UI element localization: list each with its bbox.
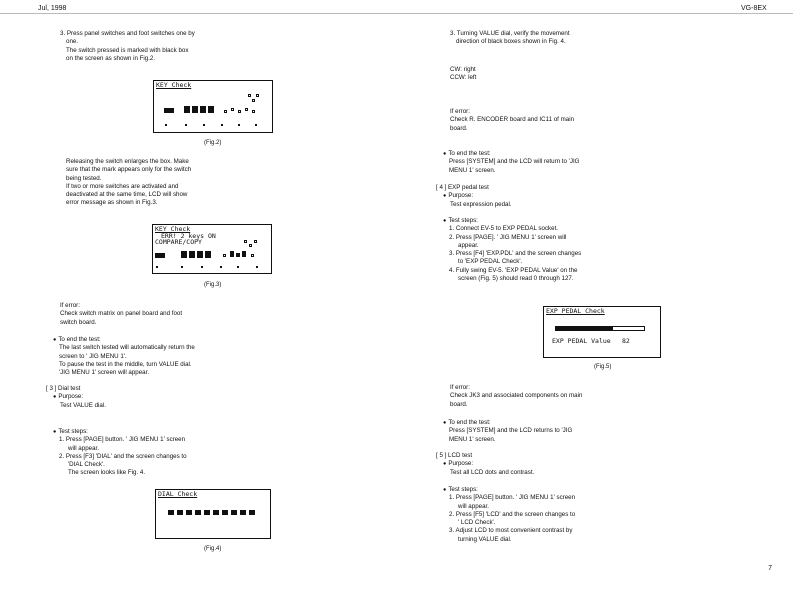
right-if-error: [450, 108, 574, 133]
left-dial-steps: [53, 428, 187, 478]
text-line: error message as shown in Fig.3.: [66, 199, 158, 207]
text-line: Check JK3 and associated components on main: [450, 392, 583, 400]
text-line: switch board.: [60, 318, 97, 326]
text-line: 'DIAL Check'.: [68, 461, 105, 469]
left-release-text: [66, 158, 191, 208]
dial-block: [186, 510, 192, 515]
fig3-caption: (Fig.3): [204, 282, 222, 288]
ccw-text: CCW: left: [450, 74, 477, 82]
left-dial-test: [46, 385, 106, 410]
text-line: board.: [450, 124, 468, 132]
lcd-key-box: [231, 108, 234, 111]
text-line: Check R. ENCODER board and IC11 of main: [450, 116, 575, 124]
text-line: If error:: [60, 302, 80, 309]
text-line: being tested.: [66, 174, 102, 182]
fig4-caption: (Fig.4): [204, 546, 222, 552]
lcd-key-box: [251, 254, 254, 257]
bullet-heading: ● To end the test:: [443, 150, 579, 158]
dial-block: [168, 510, 174, 515]
section-title: [ 3 ] Dial test: [46, 385, 81, 392]
lcd-block: [184, 106, 190, 113]
text-line: MENU 1' screen.: [449, 166, 496, 174]
text-line: If error:: [450, 384, 470, 391]
text-line: Releasing the switch enlarges the box. Make: [66, 158, 189, 165]
text-line: The last switch tested will automatically return the: [59, 344, 195, 352]
lcd-key-box: [248, 94, 251, 97]
text-line: 3. Turning VALUE dial, verify the movement: [450, 30, 570, 37]
lcd-block: [192, 106, 198, 113]
header-date: Jul, 1998: [38, 5, 67, 12]
right-direction: [450, 66, 476, 83]
dial-block: [177, 510, 183, 515]
lcd-block: [155, 253, 165, 258]
lcd-block: [181, 251, 187, 258]
lcd-dot: [203, 124, 205, 126]
pedal-meter-fill: [556, 327, 613, 330]
fig5-lcd: [543, 306, 661, 358]
lcd-key-box: [254, 240, 257, 243]
text-line: to 'EXP PEDAL Check'.: [458, 258, 523, 266]
lcd-key-box: [224, 110, 227, 113]
lcd-block: [189, 251, 195, 258]
lcd-dot: [256, 266, 258, 268]
lcd-block: [205, 251, 211, 258]
section-title: [ 4 ] EXP pedal test: [436, 184, 489, 191]
lcd-block: [236, 253, 240, 257]
right-lcd-steps: [443, 486, 575, 544]
lcd-dot: [238, 124, 240, 126]
lcd-key-box: [256, 94, 259, 97]
lcd-block: [200, 106, 206, 113]
left-step3: [60, 30, 195, 63]
text-line: appear.: [458, 241, 479, 249]
fig2-lcd: [153, 80, 273, 133]
text-line: 2. Press [F3] 'DIAL' and the screen changes to: [59, 452, 187, 460]
lcd-title: EXP PEDAL Check: [546, 307, 605, 315]
lcd-block: [164, 108, 174, 113]
right-exp-test: [436, 184, 512, 209]
lcd-key-box: [244, 240, 247, 243]
lcd-block: [208, 106, 214, 113]
lcd-dot: [185, 124, 187, 126]
text-line: Press [SYSTEM] and the LCD returns to 'JIG: [449, 427, 573, 435]
text-line: Press [SYSTEM] and the LCD will return to 'JIG: [449, 158, 580, 166]
pedal-meter-track: [555, 326, 645, 331]
right-exp-steps: [443, 217, 581, 283]
lcd-key-box: [252, 99, 255, 102]
text-line: 'JIG MENU 1' screen will appear.: [59, 369, 150, 377]
lcd-dot: [237, 266, 239, 268]
lcd-title: KEY Check: [156, 81, 192, 89]
lcd-dot: [156, 266, 158, 268]
lcd-title: DIAL Check: [158, 490, 198, 498]
bullet-heading: ● Purpose:: [436, 192, 512, 200]
text-line: sure that the mark appears only for the switch: [66, 166, 192, 174]
bullet-heading: ● Purpose:: [46, 393, 106, 401]
lcd-key-box: [252, 110, 255, 113]
text-line: If error:: [450, 108, 470, 115]
fig2-caption: (Fig.2): [204, 140, 222, 146]
text-line: 3. Press panel switches and foot switches one by: [60, 30, 195, 37]
text-line: 1. Connect EV-5 to EXP PEDAL socket.: [449, 225, 559, 233]
text-line: one.: [66, 38, 79, 46]
lcd-key-box: [245, 108, 248, 111]
lcd-compare-line: COMPARE/COPY: [155, 238, 202, 246]
dial-block: [213, 510, 219, 515]
lcd-block: [230, 251, 234, 257]
lcd-dot: [201, 266, 203, 268]
header-model: VG-8EX: [741, 5, 767, 12]
text-line: ' LCD Check'.: [458, 519, 496, 527]
left-end-test: [53, 336, 195, 377]
text-line: Test all LCD dots and contrast.: [450, 468, 535, 476]
dial-block: [204, 510, 210, 515]
text-line: screen to ' JIG MENU 1'.: [59, 352, 127, 360]
text-line: Test expression pedal.: [450, 200, 512, 208]
left-if-error: [60, 302, 182, 327]
lcd-value-label: EXP PEDAL Value: [552, 337, 611, 345]
text-line: MENU 1' screen.: [449, 435, 496, 443]
section-title: [ 5 ] LCD test: [436, 452, 473, 459]
text-line: will appear.: [458, 502, 489, 510]
text-line: 1. Press [PAGE] button. ' JIG MENU 1' screen: [449, 494, 576, 502]
lcd-key-box: [223, 254, 226, 257]
text-line: 2. Press [F5] 'LCD' and the screen changes to: [449, 510, 576, 518]
text-line: 3. Adjust LCD to most convenient contrast by: [449, 527, 573, 535]
text-line: 1. Press [PAGE] button. ' JIG MENU 1' screen: [59, 436, 186, 444]
text-line: on the screen as shown in Fig.2.: [66, 54, 156, 62]
text-line: turning VALUE dial.: [458, 535, 512, 543]
text-line: direction of black boxes shown in Fig. 4.: [456, 38, 566, 46]
cw-text: CW: right: [450, 66, 476, 73]
dial-block: [231, 510, 237, 515]
page-number: 7: [768, 565, 772, 572]
text-line: The screen looks like Fig. 4.: [68, 469, 146, 477]
lcd-dot: [165, 124, 167, 126]
lcd-key-box: [249, 244, 252, 247]
right-end-test: [443, 150, 579, 175]
header-rule: [0, 13, 793, 14]
dial-block: [249, 510, 255, 515]
right-end-test2: [443, 419, 572, 444]
bullet-heading: ● To end the test:: [443, 419, 572, 427]
dial-block: [195, 510, 201, 515]
bullet-heading: ● Purpose:: [436, 460, 534, 468]
text-line: will appear.: [68, 444, 99, 452]
fig3-lcd: [152, 224, 272, 274]
text-line: If two or more switches are activated and: [66, 182, 179, 190]
bullet-heading: ● To end the test:: [53, 336, 195, 344]
text-line: board.: [450, 400, 468, 408]
lcd-value: 82: [622, 337, 630, 345]
dial-block: [222, 510, 228, 515]
lcd-error-line: ERR! 2 keys ON: [161, 232, 216, 240]
fig5-caption: (Fig.5): [594, 364, 612, 370]
lcd-block: [242, 251, 246, 257]
text-line: 3. Press [F4] 'EXP.PDL' and the screen changes: [449, 250, 582, 258]
text-line: 4. Fully swing EV-5. 'EXP PEDAL Value' on the: [449, 266, 578, 274]
right-step3: [450, 30, 570, 47]
bullet-heading: ● Test steps:: [443, 217, 581, 225]
text-line: 2. Press [PAGE]. ' JIG MENU 1' screen will: [449, 233, 567, 241]
lcd-dot: [221, 124, 223, 126]
right-lcd-test: [436, 452, 534, 477]
dial-block: [240, 510, 246, 515]
fig4-lcd: [155, 489, 271, 539]
lcd-block: [197, 251, 203, 258]
right-if-error2: [450, 384, 582, 409]
text-line: Test VALUE dial.: [60, 401, 106, 409]
text-line: deactivated at the same time, LCD will show: [66, 191, 188, 199]
lcd-dot: [255, 124, 257, 126]
lcd-dot: [181, 266, 183, 268]
lcd-title: KEY Check: [155, 225, 191, 233]
text-line: screen (Fig. 5) should read 0 through 127.: [458, 275, 574, 283]
text-line: The switch pressed is marked with black box: [66, 46, 189, 54]
lcd-key-box: [238, 110, 241, 113]
lcd-dot: [220, 266, 222, 268]
bullet-heading: ● Test steps:: [53, 428, 187, 436]
text-line: Check switch matrix on panel board and foot: [60, 310, 183, 318]
bullet-heading: ● Test steps:: [443, 486, 575, 494]
text-line: To pause the test in the middle, turn VALUE dial.: [59, 360, 192, 368]
